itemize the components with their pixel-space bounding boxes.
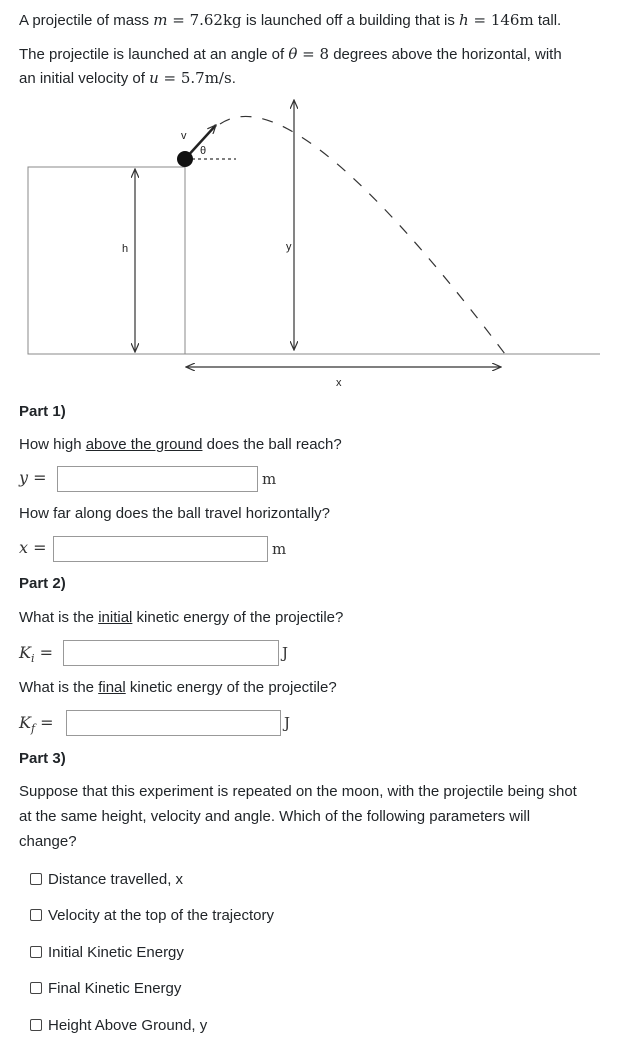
- part3-heading: Part 3): [19, 750, 66, 767]
- intro-line-3: an initial velocity of u = 5.7m/s.: [19, 69, 236, 87]
- height-value: = 146m: [468, 11, 534, 29]
- x-unit: m: [272, 540, 287, 558]
- part2-heading: Part 2): [19, 575, 66, 592]
- x-label: x =: [19, 538, 47, 557]
- part3-line-2: at the same height, velocity and angle. Which of the following parameters will: [19, 808, 531, 825]
- ki-unit: J: [282, 644, 289, 662]
- height-symbol: h: [459, 11, 469, 29]
- height-label: h: [122, 243, 129, 255]
- angle-value: = 8: [297, 45, 330, 63]
- velocity-value: = 5.7m/s: [158, 69, 232, 87]
- checkbox[interactable]: [30, 1019, 42, 1031]
- velocity-label: v: [181, 130, 187, 142]
- x-input[interactable]: [53, 536, 268, 562]
- part1-question-1: How high above the ground does the ball reach?: [19, 436, 342, 453]
- option-velocity-top[interactable]: Velocity at the top of the trajectory: [30, 904, 274, 926]
- angle-label: θ: [200, 145, 207, 157]
- intro-line-1: A projectile of mass m = 7.62kg is launched off a building that is h = 146m tall.: [19, 11, 562, 29]
- checkbox[interactable]: [30, 909, 42, 921]
- ki-input[interactable]: [63, 640, 279, 666]
- y-input[interactable]: [57, 466, 258, 492]
- checkbox[interactable]: [30, 982, 42, 994]
- part2-question-1: What is the initial kinetic energy of the projectile?: [19, 609, 344, 626]
- option-height[interactable]: Height Above Ground, y: [30, 1014, 207, 1036]
- part3-line-3: change?: [19, 833, 77, 850]
- ki-label: $K_i$ =: [19, 643, 53, 666]
- option-final-ke[interactable]: Final Kinetic Energy: [30, 977, 181, 999]
- y-label: y =: [19, 468, 47, 487]
- velocity-symbol: u: [149, 69, 159, 87]
- intro-line-2: The projectile is launched at an angle of θ = 8 degrees above the horizontal, with: [19, 45, 562, 63]
- kf-unit: J: [284, 714, 291, 732]
- trajectory-path: [220, 116, 505, 354]
- mass-symbol: m: [153, 11, 168, 29]
- projectile-diagram: [0, 92, 629, 392]
- option-initial-ke[interactable]: Initial Kinetic Energy: [30, 941, 184, 963]
- kf-input[interactable]: [66, 710, 281, 736]
- range-label: x: [336, 377, 342, 389]
- part1-question-2: How far along does the ball travel horizontally?: [19, 505, 331, 522]
- building: [28, 167, 185, 354]
- checkbox[interactable]: [30, 873, 42, 885]
- checkbox[interactable]: [30, 946, 42, 958]
- mass-value: = 7.62kg: [167, 11, 242, 29]
- projectile-ball: [177, 151, 193, 167]
- part1-heading: Part 1): [19, 403, 66, 420]
- kf-label: $K_f$ =: [19, 713, 54, 736]
- angle-symbol: θ: [288, 45, 298, 63]
- y-unit: m: [262, 470, 277, 488]
- option-distance[interactable]: Distance travelled, x: [30, 868, 183, 890]
- max-height-label: y: [286, 241, 292, 253]
- part3-line-1: Suppose that this experiment is repeated on the moon, with the projectile being shot: [19, 783, 577, 800]
- part2-question-2: What is the final kinetic energy of the projectile?: [19, 679, 337, 696]
